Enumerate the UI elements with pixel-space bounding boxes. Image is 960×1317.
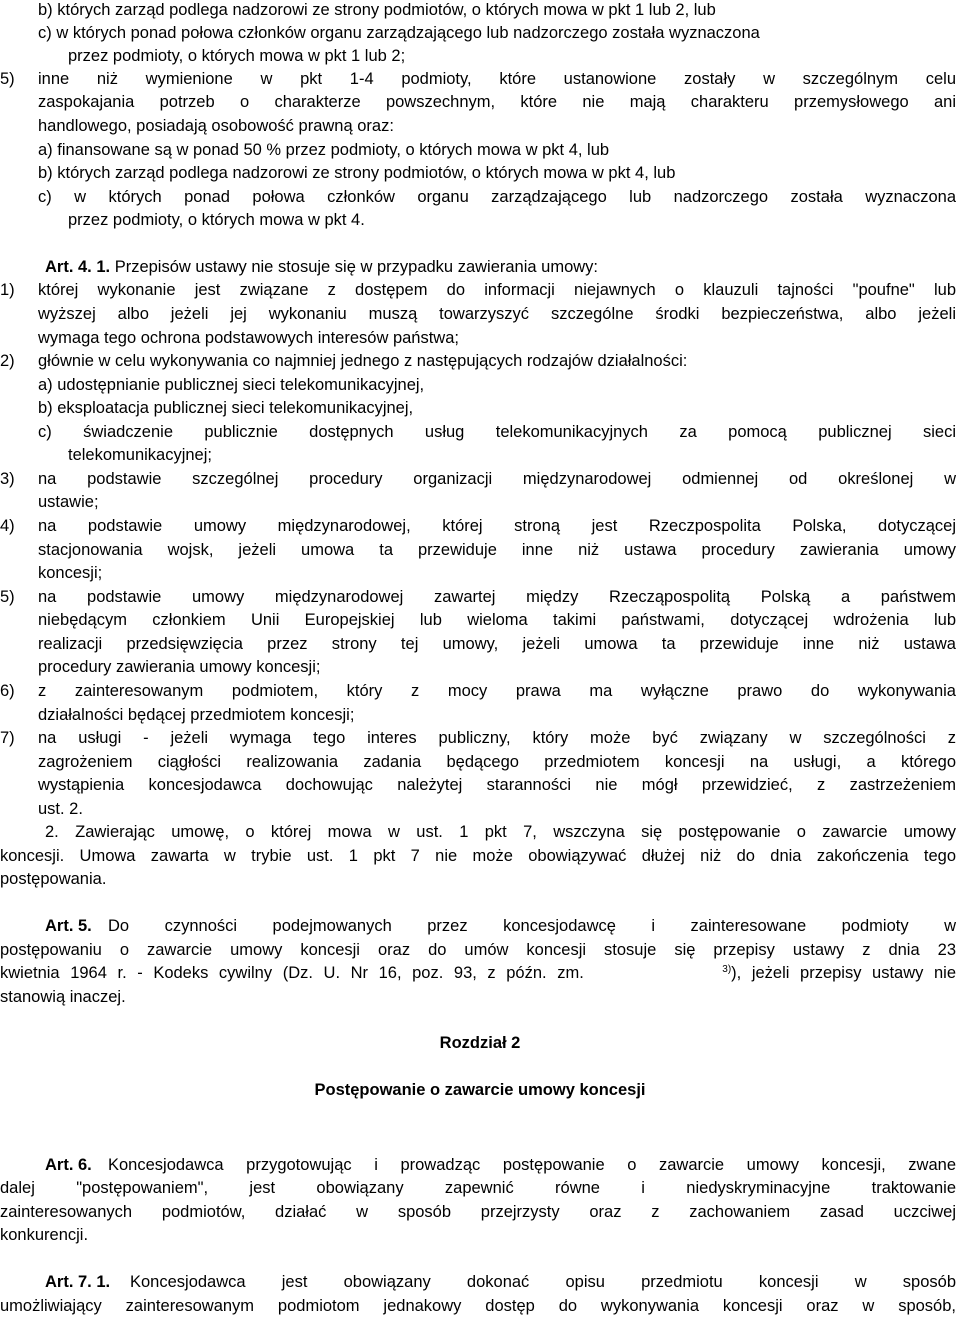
art4-item-2-line: głównie w celu wykonywania co najmniej jednego z następujących rodzajów działalności: — [38, 352, 688, 370]
art7-line: umożliwiający zainteresowanym podmiotom jednakowy dostęp do wykonywania koncesji oraz w sposób, — [0, 1297, 956, 1315]
art4-item-7-line: wystąpienia koncesjodawca dochowując należytej staranności nie mógł przewidzieć, z zastrzeżeniem — [38, 776, 956, 794]
art4-item-2-c-cont: telekomunikacyjnej; — [68, 446, 212, 464]
point-number: 3) — [0, 470, 15, 488]
point-5-line: zaspokajania potrzeb o charakterze powszechnym, które nie mają charakteru przemysłowego ani — [38, 93, 956, 111]
art6-line: dalej "postępowaniem", jest obowiązany zapewnić równe i niedyskryminacyjne traktowanie — [0, 1179, 956, 1197]
article-4-intro — [45, 257, 598, 277]
art5-line-3-tail: ), jeżeli przepisy ustawy nie — [731, 964, 956, 982]
chapter-subtitle: Postępowanie o zawarcie umowy koncesji — [314, 1081, 646, 1099]
article-label: Art. 6. — [45, 1156, 92, 1174]
article-label: Art. 7. 1. — [45, 1273, 111, 1291]
point-number: 5) — [0, 588, 15, 606]
point-5-line: inne niż wymienione w pkt 1-4 podmioty, które ustanowione zostały w szczególnym celu — [38, 70, 956, 88]
art4-item-5-line: realizacji przedsięwzięcia przez strony tej umowy, jeżeli umowa ta przewiduje inne niż ustawa — [38, 635, 956, 653]
art4-item-7-line: na usługi - jeżeli wymaga tego interes publiczny, który może być związany w szczególności z — [38, 729, 956, 747]
article-label: Art. 4. 1. — [45, 258, 111, 276]
art4-item-6-line: działalności będącej przedmiotem koncesji; — [38, 706, 355, 724]
point-number: 6) — [0, 682, 15, 700]
art4-item-1-line: wyższej albo jeżeli jej wykonaniu muszą towarzyszyć szczególne środki bezpieczeństwa, albo jeżeli — [38, 305, 956, 323]
point-5-b: b) których zarząd podlega nadzorowi ze strony podmiotów, o których mowa w pkt 4, lub — [38, 164, 676, 182]
art4-item-2-c: c) świadczenie publicznie dostępnych usług telekomunikacyjnych za pomocą publicznej sieci — [38, 423, 956, 441]
art4-item-3-line: ustawie; — [38, 493, 99, 511]
art6-line: Koncesjodawca przygotowując i prowadząc postępowanie o zawarcie umowy koncesji, zwane — [108, 1156, 956, 1174]
art4-item-7-line: ust. 2. — [38, 800, 83, 818]
art4-item-4-line: koncesji; — [38, 564, 103, 582]
point-5-c-cont: przez podmioty, o których mowa w pkt 4. — [68, 211, 365, 229]
article-4-intro-text: Przepisów ustawy nie stosuje się w przypadku zawierania umowy: — [114, 258, 598, 276]
art4-item-1-line: wymaga tego ochrona podstawowych interesów państwa; — [38, 329, 459, 347]
footnote-ref: 3) — [722, 964, 732, 975]
item-c-cont: przez podmioty, o których mowa w pkt 1 lub 2; — [68, 47, 406, 65]
art4-item-4-line: stacjonowania wojsk, jeżeli umowa ta przewiduje inne niż ustawa procedury zawierania umowy — [38, 541, 956, 559]
art4-item-5-line: na podstawie umowy międzynarodowej zawartej między Rzecząpospolitą Polską a państwem — [38, 588, 956, 606]
point-number: 7) — [0, 729, 15, 747]
art4-item-2-a: a) udostępnianie publicznej sieci telekomunikacyjnej, — [38, 376, 425, 394]
art5-line: postępowaniu o zawarcie umowy koncesji oraz do umów koncesji stosuje się przepisy ustawy z dnia 23 — [0, 941, 956, 959]
art4-ust2-line: 2. Zawierając umowę, o której mowa w ust. 1 pkt 7, wszczyna się postępowanie o zawarcie umowy — [45, 823, 956, 841]
point-5-line: handlowego, posiadają osobowość prawną oraz: — [38, 117, 394, 135]
article-label: Art. 5. — [45, 917, 92, 935]
point-number: 1) — [0, 281, 15, 299]
art4-item-1-line: której wykonanie jest związane z dostępem do informacji niejawnych o klauzuli tajności "poufne" lub — [38, 281, 956, 299]
art4-item-3-line: na podstawie szczególnej procedury organizacji międzynarodowej odmiennej od określonej w — [38, 470, 956, 488]
art5-line-3-start: kwietnia 1964 r. - Kodeks cywilny (Dz. U. Nr 16, poz. 93, z późn. zm. — [0, 964, 584, 982]
art5-line-3 — [0, 963, 956, 983]
point-5-a: a) finansowane są w ponad 50 % przez podmioty, o których mowa w pkt 4, lub — [38, 141, 610, 159]
art4-item-5-line: niebędącym członkiem Unii Europejskiej lub wieloma takimi państwami, dotyczącej wdrożenia lub — [38, 611, 956, 629]
art4-item-7-line: zagrożeniem ciągłości realizowania zadania będącego przedmiotem koncesji na usługi, a którego — [38, 753, 956, 771]
art4-item-5-line: procedury zawierania umowy koncesji; — [38, 658, 321, 676]
art5-line: Do czynności podejmowanych przez koncesjodawcę i zainteresowane podmioty w — [108, 917, 956, 935]
point-number: 2) — [0, 352, 15, 370]
point-number: 5) — [0, 70, 15, 88]
point-5-c: c) w których ponad połowa członków organu zarządzającego lub nadzorczego została wyznaczona — [38, 188, 956, 206]
item-b-line: b) których zarząd podlega nadzorowi ze strony podmiotów, o których mowa w pkt 1 lub 2, lub — [38, 1, 716, 19]
art6-line: zainteresowanych podmiotów, działać w sposób przejrzysty oraz z zachowaniem zasad uczciwej — [0, 1203, 956, 1221]
art7-line: Koncesjodawca jest obowiązany dokonać opisu przedmiotu koncesji w sposób — [130, 1273, 956, 1291]
point-number: 4) — [0, 517, 15, 535]
chapter-title: Rozdział 2 — [439, 1034, 521, 1052]
art5-line: stanowią inaczej. — [0, 988, 126, 1006]
art4-ust2-line: koncesji. Umowa zawarta w trybie ust. 1 pkt 7 nie może obowiązywać dłużej niż do dnia zakończenia tego — [0, 847, 956, 865]
art4-item-4-line: na podstawie umowy międzynarodowej, której stroną jest Rzeczpospolita Polska, dotyczącej — [38, 517, 956, 535]
art4-item-6-line: z zainteresowanym podmiotem, który z mocy prawa ma wyłączne prawo do wykonywania — [38, 682, 956, 700]
item-c-line: c) w których ponad połowa członków organu zarządzającego lub nadzorczego została wyznaczona — [38, 24, 760, 42]
art4-item-2-b: b) eksploatacja publicznej sieci telekomunikacyjnej, — [38, 399, 414, 417]
art4-ust2-line: postępowania. — [0, 870, 107, 888]
art6-line: konkurencji. — [0, 1226, 89, 1244]
art5-line-3-end — [722, 963, 956, 983]
